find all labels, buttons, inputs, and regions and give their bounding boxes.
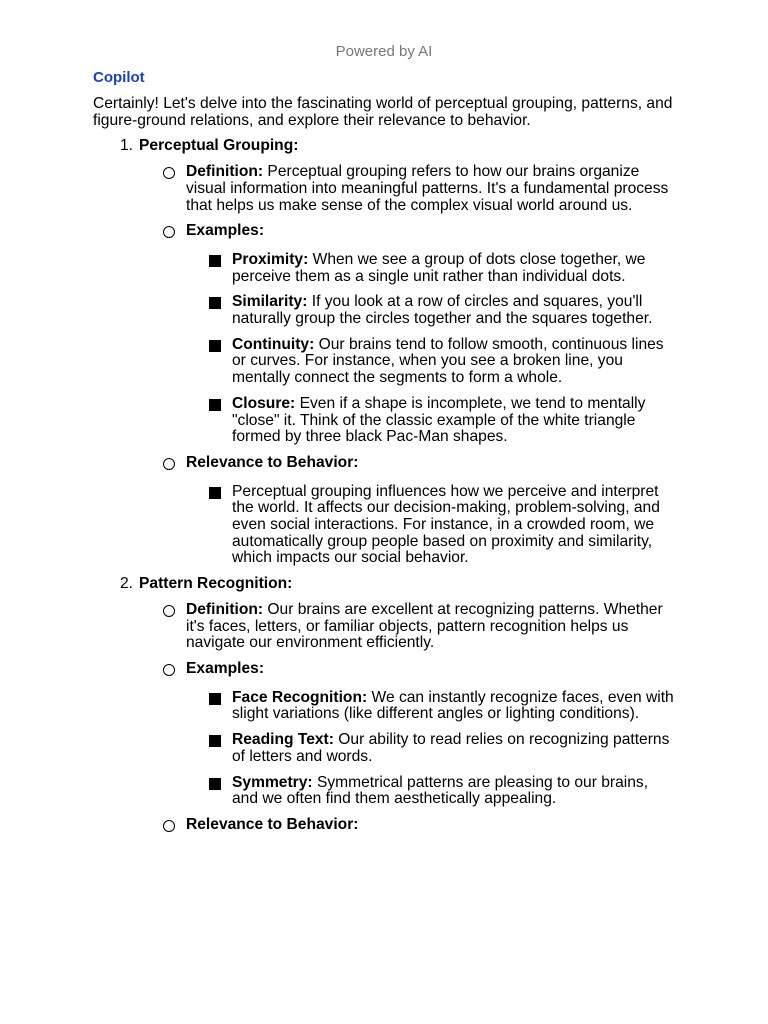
item-text: Our brains are excellent at recognizing patterns. Whether it's faces, letters, or familiar objects, pattern recognition helps us navigate our environment efficiently.: [186, 600, 663, 652]
circle-bullet-icon: [163, 820, 175, 832]
list-item: [163, 602, 678, 652]
section-number: 1.: [120, 137, 134, 155]
circle-bullet-icon: [163, 664, 175, 676]
square-bullet-icon: [209, 735, 221, 747]
square-bullet-icon: [209, 340, 221, 352]
item-label: Relevance to Behavior:: [186, 815, 359, 833]
intro-paragraph: Certainly! Let's delve into the fascinating world of perceptual grouping, patterns, and figure-ground relations, and explore their relevance to behavior.: [93, 95, 673, 129]
square-bullet-icon: [209, 487, 221, 499]
response-content: [93, 96, 678, 846]
square-bullet-icon: [209, 399, 221, 411]
item-text: Symmetrical patterns are pleasing to our brains, and we often find them aesthetically appealing.: [232, 773, 649, 808]
item-label: Proximity:: [232, 250, 309, 268]
circle-bullet-icon: [163, 458, 175, 470]
list-item: [163, 164, 678, 214]
circle-bullet-icon: [163, 167, 175, 179]
item-label: Closure:: [232, 394, 296, 412]
list-item: [209, 732, 678, 765]
item-label: Examples:: [186, 659, 265, 677]
item-text: When we see a group of dots close together, we perceive them as a single unit rather than individual dots.: [232, 250, 646, 285]
list-item: [163, 455, 678, 475]
square-bullet-icon: [209, 693, 221, 705]
list-item: [163, 223, 678, 243]
circle-bullet-icon: [163, 605, 175, 617]
item-text: If you look at a row of circles and squares, you'll naturally group the circles together and the squares together.: [232, 293, 653, 328]
square-bullet-icon: [209, 297, 221, 309]
item-text: Even if a shape is incomplete, we tend to mentally "close" it. Think of the classic example of the white triangle formed by three black Pac-Man shapes.: [232, 394, 646, 446]
square-bullet-icon: [209, 778, 221, 790]
author-label: Copilot: [93, 69, 145, 86]
circle-bullet-icon: [163, 226, 175, 238]
section-title: Perceptual Grouping:: [139, 137, 299, 155]
powered-by-label: Powered by AI: [335, 43, 433, 60]
list-item: [209, 294, 678, 327]
list-item: [209, 396, 678, 446]
item-label: Continuity:: [232, 335, 315, 353]
list-item: [209, 690, 678, 723]
item-label: Similarity:: [232, 293, 308, 311]
item-text: Our ability to read relies on recognizing patterns of letters and words.: [232, 731, 670, 765]
section-heading: [120, 576, 678, 593]
item-label: Reading Text:: [232, 731, 334, 749]
section-title: Pattern Recognition:: [139, 575, 293, 593]
item-label: Face Recognition:: [232, 688, 368, 706]
section-number: 2.: [120, 575, 134, 593]
list-item: [209, 337, 678, 387]
square-bullet-icon: [209, 255, 221, 267]
item-text: Our brains tend to follow smooth, continuous lines or curves. For instance, when you see a broken line, you mentally connect the segments to form a whole.: [232, 335, 664, 387]
item-label: Definition:: [186, 163, 264, 181]
item-text: We can instantly recognize faces, even with slight variations (like different angles or lighting conditions).: [232, 688, 674, 723]
item-label: Definition:: [186, 600, 264, 618]
item-text: Perceptual grouping refers to how our brains organize visual information into meaningful patterns. It's a fundamental process that helps us make sense of the complex visual world around us.: [186, 163, 669, 214]
item-label: Relevance to Behavior:: [186, 453, 359, 471]
section-heading: [120, 138, 678, 155]
item-label: Examples:: [186, 222, 265, 240]
list-item: [209, 775, 678, 808]
item-label: Symmetry:: [232, 773, 313, 791]
list-item: [209, 484, 678, 568]
item-text: Perceptual grouping influences how we perceive and interpret the world. It affects our decision-making, problem-solving, and even social interactions. For instance, in a crowded room, we automatically group people based on proximity and similarity, which impacts our social behavior.: [232, 482, 660, 567]
list-item: [163, 817, 678, 837]
list-item: [163, 661, 678, 681]
list-item: [209, 252, 678, 285]
